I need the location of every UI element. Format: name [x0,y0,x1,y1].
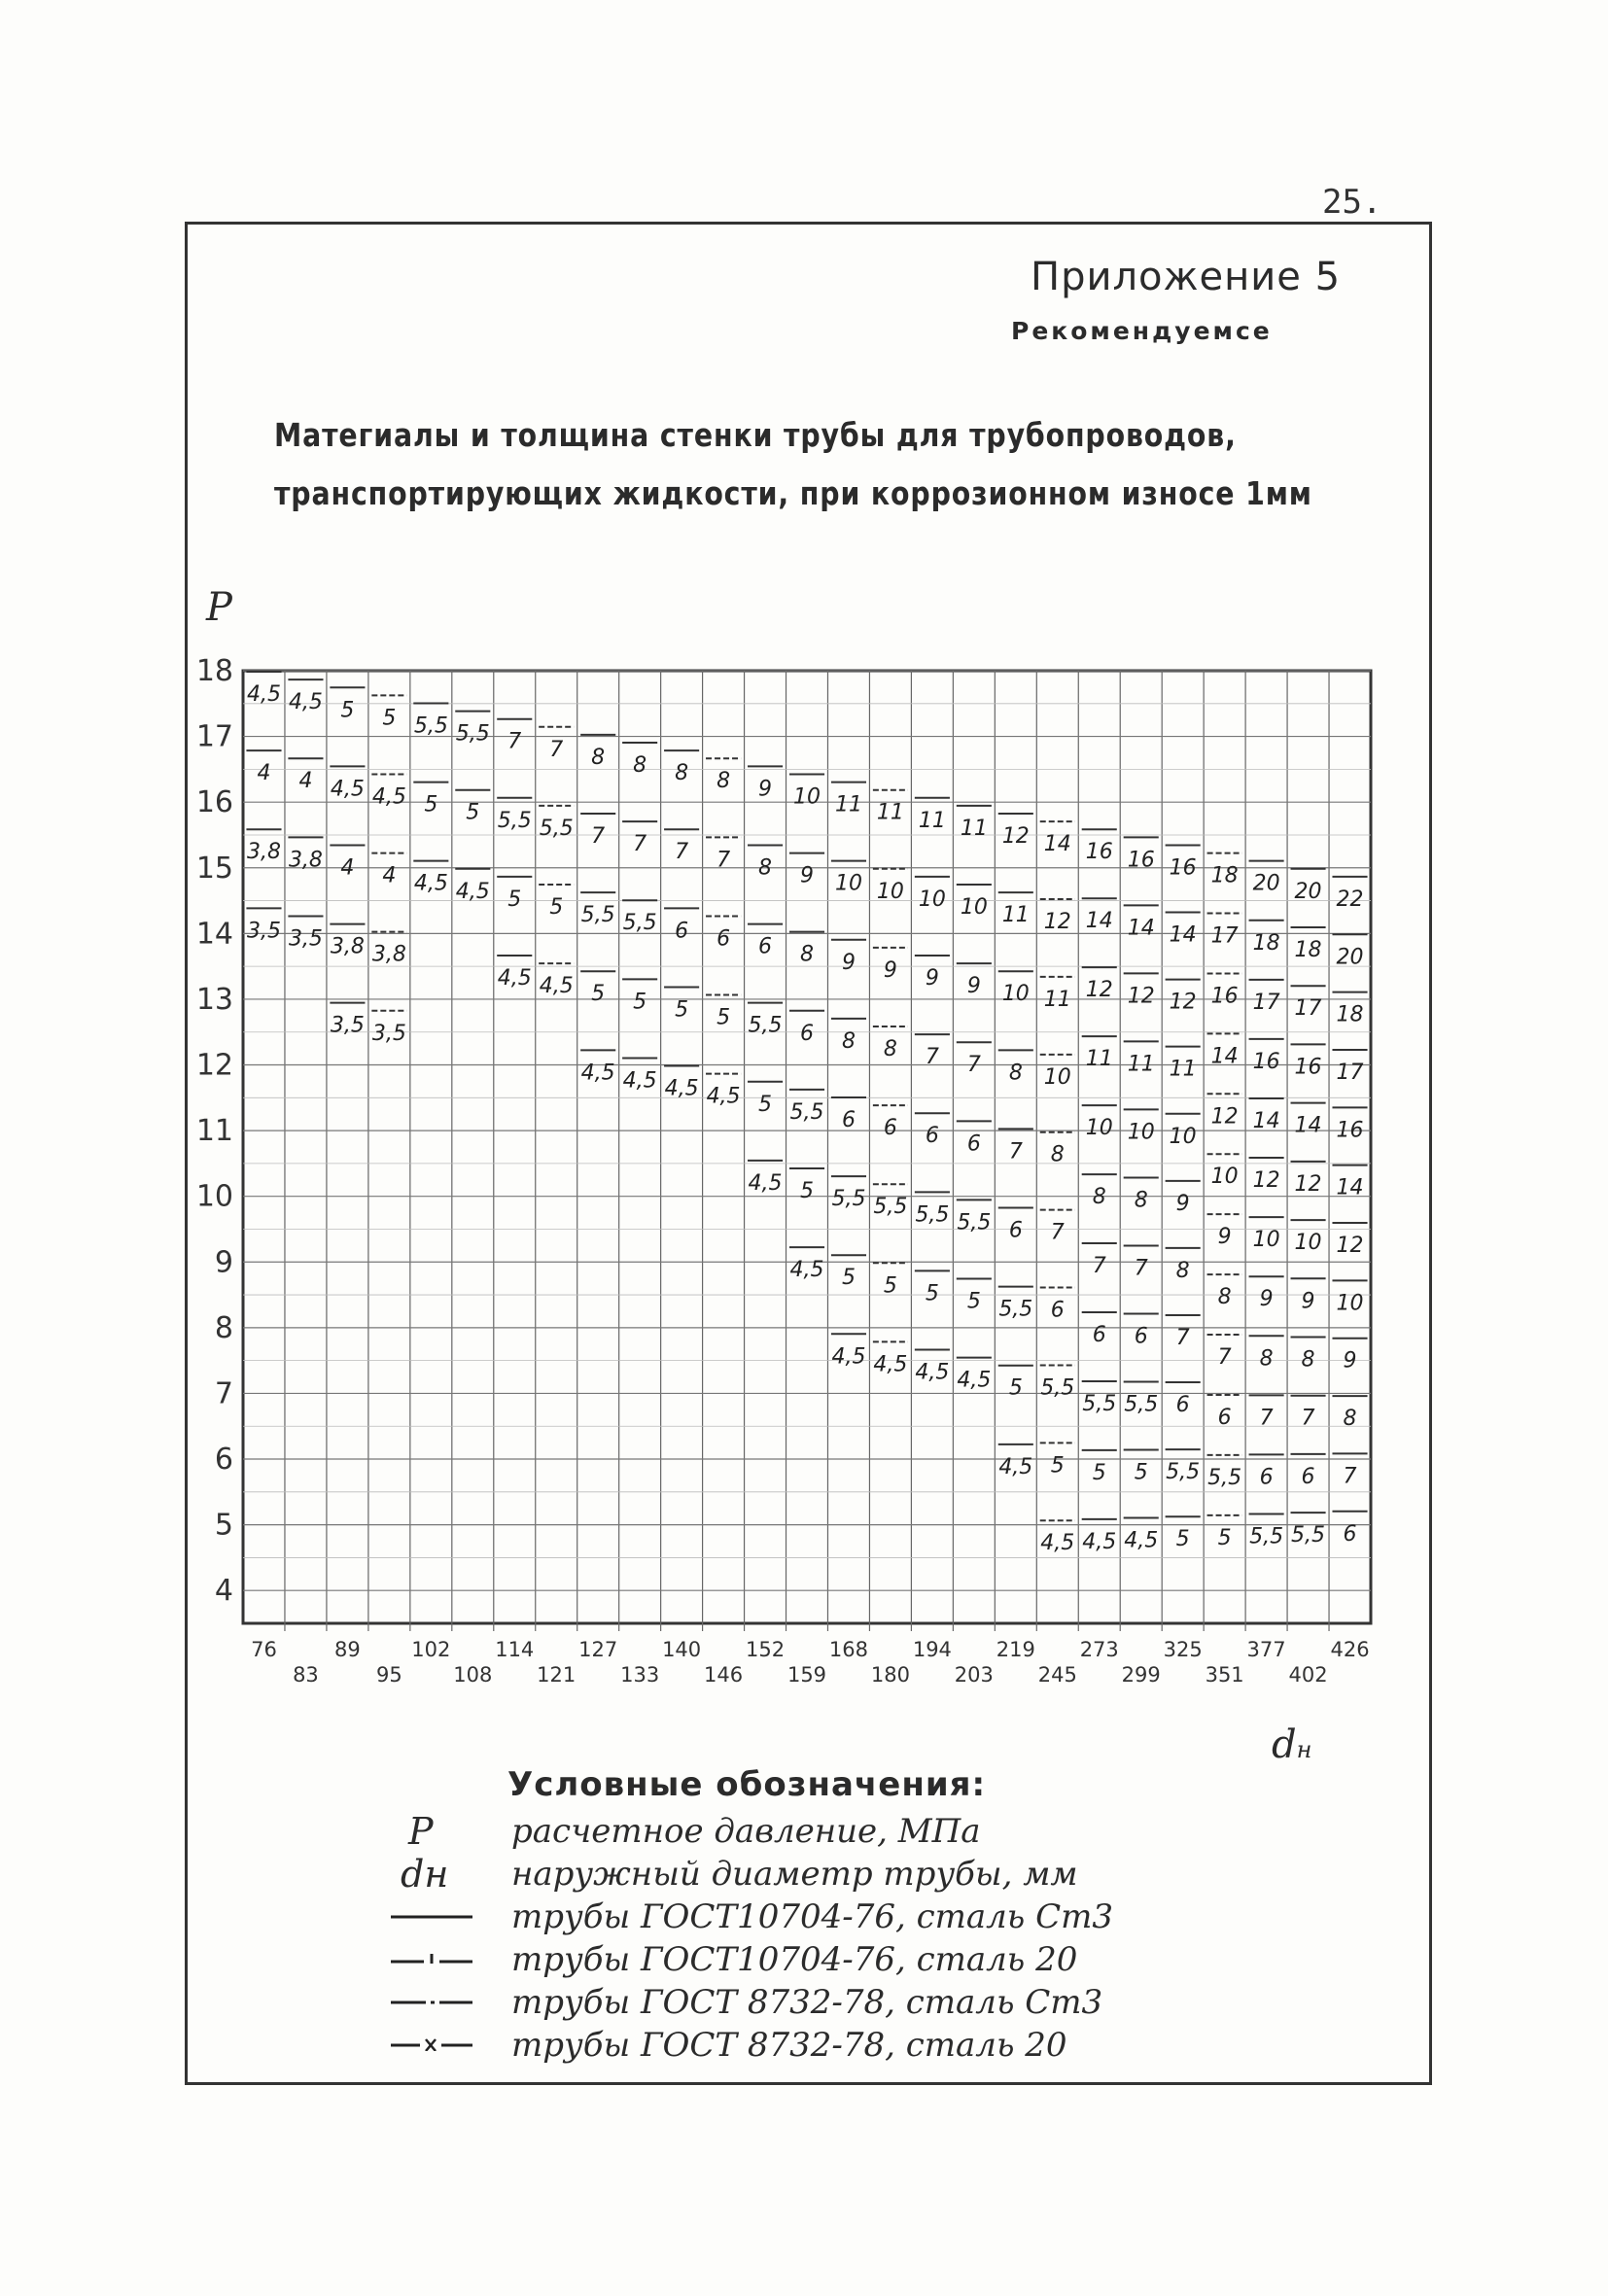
legend-row-diameter [387,1853,1126,1896]
thickness-value: 10 [1294,1231,1322,1256]
thickness-value: 10 [834,871,862,896]
thickness-value: 14 [1336,1175,1364,1200]
thickness-value: 14 [1252,1108,1280,1133]
x-tick-label: 194 [912,1638,952,1661]
thickness-value: 16 [1294,1055,1322,1080]
thickness-value: 12 [1252,1168,1280,1194]
thickness-value: 6 [1175,1393,1190,1418]
y-tick-label: 15 [195,851,233,886]
thickness-value: 10 [876,879,904,904]
legend-row-tick [387,1938,1126,1981]
thickness-value: 4,5 [288,690,323,715]
thickness-value: 8 [841,1028,856,1054]
legend-text-tick-line: трубы ГОСТ10704-76, сталь 20 [511,1940,1078,1979]
legend-symbol-solid-line [387,1896,494,1938]
y-tick-label: 6 [214,1443,233,1478]
thickness-value: 4,5 [622,1068,657,1094]
legend-symbol-x-line [387,2024,494,2067]
thickness-value: 8 [883,1037,897,1061]
thickness-value: 5 [966,1289,981,1314]
thickness-value: 6 [1092,1323,1106,1347]
thickness-value: 4,5 [246,682,281,708]
thickness-value: 7 [1301,1406,1315,1431]
thickness-value: 8 [1092,1185,1106,1210]
x-tick-label: 203 [954,1663,994,1687]
thickness-value: 4,5 [580,1061,615,1086]
thickness-value: 6 [925,1124,939,1149]
thickness-value: 22 [1336,887,1364,912]
thickness-value: 3,5 [246,919,281,944]
thickness-values [246,672,1367,1555]
thickness-value: 4,5 [748,1170,783,1196]
legend-row-x [387,2024,1126,2067]
thickness-value: 11 [1127,1052,1155,1077]
thickness-value: 3,8 [288,848,323,873]
thickness-value: 5 [340,698,355,723]
legend-text-x-line: трубы ГОСТ 8732-78, сталь 20 [511,2026,1067,2065]
legend-row-solid [387,1896,1126,1938]
thickness-value: 4,5 [1040,1531,1075,1556]
thickness-value: 18 [1336,1002,1364,1027]
thickness-value: 10 [1043,1064,1071,1090]
thickness-value: 5,5 [1124,1392,1159,1417]
thickness-value: 10 [1210,1165,1239,1190]
thickness-value: 12 [1294,1171,1322,1197]
thickness-value: 7 [1217,1345,1232,1371]
thickness-value: 7 [1008,1139,1023,1165]
thickness-value: 5,5 [748,1013,783,1038]
title-line-2: транспортирующих жидкости, при коррозионном износе 1мм [274,474,1312,512]
thickness-value: 5,5 [789,1099,824,1125]
thickness-value: 3,8 [330,934,365,959]
legend-symbol-diameter: dн [401,1853,449,1896]
thickness-value: 7 [925,1045,939,1070]
x-tick-label: 102 [411,1638,451,1661]
x-tick-label: 159 [787,1663,827,1687]
thickness-value: 17 [1252,990,1280,1015]
x-tick-label: 140 [662,1638,702,1661]
thickness-value: 14 [1210,1044,1239,1069]
thickness-value: 18 [1294,938,1322,963]
thickness-value: 7 [1175,1325,1190,1350]
thickness-value: 8 [1008,1061,1023,1086]
x-tick-label: 121 [537,1663,577,1687]
thickness-value: 14 [1043,832,1071,857]
thickness-value: 7 [1092,1254,1106,1279]
thickness-value: 5,5 [998,1297,1033,1322]
thickness-value: 8 [1343,1407,1357,1432]
thickness-value: 9 [925,966,939,991]
y-tick-label: 9 [214,1245,233,1280]
x-tick-label: 108 [453,1663,493,1687]
thickness-value: 3,5 [330,1013,365,1038]
thickness-value: 5 [1217,1525,1232,1550]
thickness-value: 4,5 [957,1368,992,1393]
thickness-value: 8 [1217,1285,1232,1310]
page-number: 25. [1322,183,1382,222]
thickness-value: 8 [1134,1188,1148,1213]
x-tick-label: 114 [495,1638,535,1661]
thickness-value: 6 [1217,1405,1232,1430]
thickness-value: 8 [1175,1258,1190,1283]
x-tick-label: 219 [996,1638,1035,1661]
thickness-value: 8 [591,745,606,770]
thickness-value: 12 [1169,990,1197,1015]
thickness-value: 20 [1294,879,1322,904]
thickness-value: 4 [340,855,355,881]
thickness-value: 5,5 [957,1210,992,1235]
thickness-value: 17 [1336,1060,1364,1085]
y-tick-label: 17 [195,719,233,754]
thickness-value: 6 [1134,1324,1148,1349]
thickness-value: 4,5 [831,1344,866,1370]
thickness-value: 7 [633,832,647,857]
thickness-value: 5 [633,990,647,1015]
thickness-value: 5,5 [455,721,490,747]
thickness-value: 3,5 [371,1021,406,1046]
thickness-value: 11 [1001,903,1030,928]
thickness-value: 5,5 [915,1202,950,1228]
x-tick-labels [251,1638,1369,1687]
thickness-value: 5,5 [1082,1391,1117,1416]
thickness-value: 5 [382,706,397,731]
thickness-value: 6 [966,1131,981,1157]
thickness-value: 10 [1127,1120,1155,1145]
thickness-value: 5 [1134,1460,1148,1485]
thickness-value: 5,5 [1291,1523,1326,1548]
thickness-value: 9 [1259,1287,1274,1312]
thickness-value: 14 [1169,922,1197,948]
thickness-value: 7 [1134,1256,1148,1281]
thickness-value: 4 [257,761,271,786]
x-tick-label: 133 [620,1663,660,1687]
thickness-value: 4,5 [371,784,406,810]
thickness-value: 9 [883,957,897,983]
x-tick-label: 152 [745,1638,786,1661]
thickness-value: 5 [549,895,564,921]
thickness-value: 8 [1050,1142,1065,1167]
thickness-value: 8 [675,761,689,786]
thickness-value: 10 [793,784,821,810]
y-tick-label: 12 [195,1048,233,1083]
thickness-value: 5 [1008,1375,1023,1401]
x-tick-label: 127 [578,1638,618,1661]
thickness-value: 11 [1169,1057,1197,1082]
thickness-value: 6 [1343,1521,1357,1547]
thickness-value: 14 [1294,1113,1322,1138]
thickness-value: 11 [1043,987,1071,1012]
thickness-value: 7 [591,824,606,850]
y-tick-label: 18 [195,654,233,688]
thickness-value: 5 [883,1273,897,1299]
legend-title: Условные обозначения: [507,1765,987,1804]
thickness-value: 8 [1259,1346,1274,1372]
y-tick-label: 14 [195,917,233,952]
thickness-value: 8 [633,753,647,779]
thickness-value: 6 [883,1116,897,1141]
x-tick-label: 377 [1246,1638,1286,1661]
thickness-value: 10 [1336,1291,1364,1316]
y-tick-label: 7 [214,1376,233,1411]
thickness-value: 16 [1210,984,1239,1009]
thickness-value: 5 [466,800,480,825]
x-axis-label [1272,1722,1311,1767]
thickness-value: 6 [800,1021,814,1046]
y-tick-label: 16 [195,785,233,820]
x-axis-label-main: d [1272,1722,1297,1767]
thickness-value: 7 [675,840,689,865]
thickness-value: 5,5 [831,1187,866,1212]
thickness-value: 5 [675,997,689,1023]
thickness-value: 5,5 [539,816,574,841]
legend-row-pressure [387,1810,1126,1853]
thickness-value: 4,5 [664,1076,699,1101]
thickness-value: 4,5 [998,1454,1033,1479]
legend-text-solid-line: трубы ГОСТ10704-76, сталь Ст3 [511,1897,1113,1936]
thickness-value: 7 [717,848,731,873]
x-tick-label: 89 [334,1638,361,1661]
thickness-value: 5 [507,887,522,912]
thickness-value: 5 [800,1178,814,1203]
thickness-value: 5,5 [1207,1465,1242,1490]
legend-text-pressure: расчетное давление, МПа [511,1812,981,1851]
thickness-value: 4,5 [413,871,448,896]
thickness-value: 4,5 [706,1084,741,1109]
thickness-value: 11 [960,816,988,841]
thickness-value: 4,5 [915,1360,950,1385]
thickness-value: 14 [1085,909,1113,934]
thickness-value: 6 [758,934,773,959]
thickness-value: 9 [1301,1289,1315,1314]
thickness-value: 4,5 [455,879,490,904]
thickness-value: 5,5 [413,713,448,739]
thickness-value: 5,5 [873,1195,908,1220]
thickness-value: 11 [834,792,862,818]
thickness-value: 5 [717,1005,731,1030]
thickness-value: 10 [918,887,946,912]
thickness-value: 8 [1301,1347,1315,1373]
thickness-value: 5,5 [622,911,657,936]
legend-symbol-dash-dot-line [387,1981,494,2024]
thickness-value: 11 [918,808,946,833]
x-tick-label: 426 [1330,1638,1370,1661]
thickness-value: 5 [1175,1527,1190,1552]
thickness-value: 5 [925,1281,939,1306]
thickness-value: 10 [1169,1124,1197,1149]
thickness-value: 7 [549,737,564,762]
thickness-value: 14 [1127,916,1155,941]
legend-symbol-tick-line [387,1938,494,1981]
thickness-value: 5 [1092,1460,1106,1485]
thickness-value: 9 [800,863,814,888]
thickness-value: 8 [758,855,773,881]
thickness-value: 4 [382,863,397,888]
thickness-value: 20 [1336,945,1364,970]
thickness-value: 5 [591,982,606,1007]
thickness-value: 9 [966,974,981,999]
thickness-value: 4,5 [1082,1529,1117,1554]
thickness-value: 6 [1259,1465,1274,1490]
thickness-value: 5,5 [1249,1524,1284,1549]
thickness-value: 16 [1127,848,1155,873]
thickness-value: 9 [1217,1225,1232,1250]
thickness-value: 11 [1085,1047,1113,1072]
thickness-value: 16 [1169,855,1197,881]
thickness-value: 6 [717,926,731,952]
thickness-value: 3,5 [288,926,323,952]
thickness-value: 5 [1050,1453,1065,1478]
thickness-value: 6 [1008,1218,1023,1243]
thickness-value: 3,8 [371,942,406,967]
thickness-value: 7 [507,729,522,754]
thickness-value: 9 [758,777,773,802]
legend-row-dash-dot [387,1981,1126,2024]
y-tick-label: 4 [214,1574,233,1609]
y-tick-label: 8 [214,1310,233,1345]
thickness-value: 16 [1085,840,1113,865]
thickness-value: 6 [1050,1298,1065,1323]
thickness-value: 12 [1085,978,1113,1003]
thickness-value: 6 [675,919,689,944]
thickness-value: 9 [841,950,856,975]
thickness-value: 5,5 [1040,1375,1075,1401]
thickness-value: 12 [1336,1234,1364,1259]
thickness-value: 18 [1210,863,1239,888]
y-axis-label: P [206,585,232,630]
y-tick-label: 10 [195,1179,233,1214]
thickness-value: 10 [960,895,988,921]
thickness-value: 7 [1259,1406,1274,1431]
thickness-value: 9 [1175,1191,1190,1216]
thickness-value: 4,5 [789,1258,824,1283]
thickness-value: 12 [1001,824,1030,850]
thickness-value: 9 [1343,1348,1357,1374]
x-tick-label: 402 [1288,1663,1328,1687]
thickness-value: 12 [1127,984,1155,1009]
legend-text-dash-dot-line: трубы ГОСТ 8732-78, сталь Ст3 [511,1983,1103,2022]
thickness-value: 20 [1252,871,1280,896]
thickness-value: 16 [1336,1118,1364,1143]
thickness-value: 8 [800,942,814,967]
thickness-value: 18 [1252,930,1280,956]
y-tick-label: 13 [195,982,233,1017]
thickness-value: 6 [1301,1464,1315,1489]
x-tick-label: 146 [704,1663,744,1687]
title-line-1: Матегиалы и толщина стенки трубы для трубопроводов, [274,416,1237,454]
thickness-value: 8 [717,769,731,794]
appendix-label: Приложение 5 [1031,255,1342,299]
thickness-value: 6 [841,1107,856,1132]
thickness-value: 5,5 [497,808,532,833]
thickness-value: 10 [1001,982,1030,1007]
thickness-value: 17 [1210,923,1239,949]
x-tick-label: 95 [376,1663,402,1687]
x-tick-label: 325 [1163,1638,1203,1661]
thickness-value: 4,5 [330,777,365,802]
x-axis-label-sub: н [1296,1736,1312,1763]
x-tick-label: 299 [1121,1663,1161,1687]
legend-text-diameter: наружный диаметр трубы, мм [511,1855,1078,1894]
thickness-value: 7 [1050,1220,1065,1245]
y-tick-labels [196,654,233,1608]
thickness-value: 4,5 [539,974,574,999]
thickness-value: 16 [1252,1049,1280,1074]
x-tick-label: 76 [251,1638,277,1661]
grid-lines [243,671,1371,1631]
x-tick-label: 245 [1037,1663,1077,1687]
thickness-value: 7 [1343,1464,1357,1489]
thickness-value: 10 [1085,1116,1113,1141]
thickness-value: 12 [1210,1104,1239,1130]
thickness-value: 7 [966,1053,981,1078]
x-tick-label: 168 [828,1638,869,1661]
thickness-value: 12 [1043,910,1071,935]
thickness-value: 5 [758,1092,773,1117]
thickness-value: 5,5 [1166,1460,1201,1485]
thickness-value: 4,5 [497,966,532,991]
legend-symbol-pressure: P [408,1810,434,1853]
status-label: Рекомендуемсе [1011,317,1273,345]
grid-border [243,671,1371,1623]
thickness-value: 4,5 [1124,1528,1159,1553]
x-tick-label: 351 [1205,1663,1244,1687]
thickness-value: 4,5 [873,1352,908,1377]
x-tick-label: 83 [293,1663,319,1687]
thickness-value: 10 [1252,1228,1280,1253]
thickness-value: 5 [841,1266,856,1291]
x-tick-label: 273 [1079,1638,1119,1661]
x-tick-label: 180 [870,1663,910,1687]
y-tick-label: 5 [214,1508,233,1543]
y-tick-label: 11 [195,1114,233,1149]
thickness-value: 17 [1294,996,1322,1022]
thickness-value: 3,8 [246,840,281,865]
thickness-value: 5,5 [580,903,615,928]
thickness-value: 11 [876,800,904,825]
thickness-value: 4 [298,769,313,794]
thickness-table-grid [175,651,1390,1701]
thickness-value: 5 [424,792,438,818]
